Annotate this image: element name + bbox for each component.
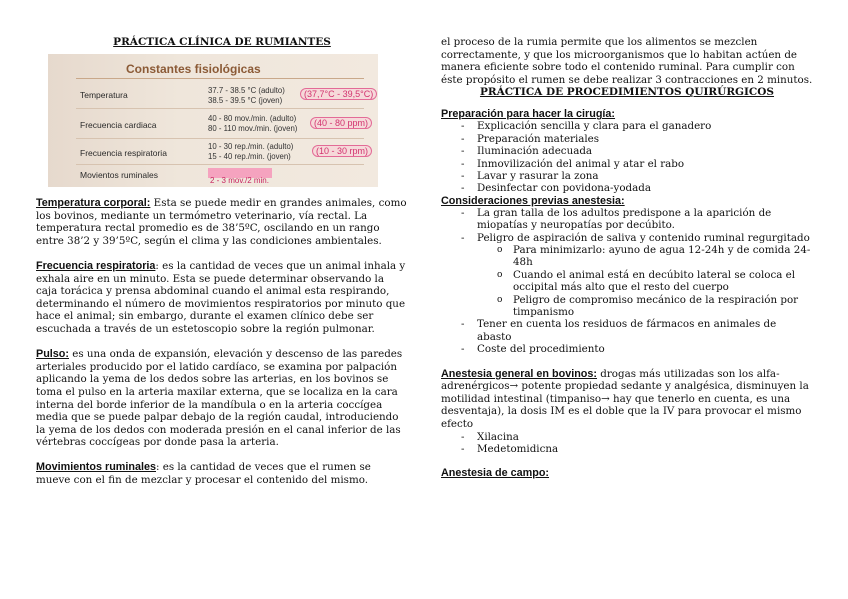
- list-item: - Tener en cuenta los residuos de fármacos en animales de abasto: [441, 318, 813, 343]
- photo-row-label: Temperatura: [80, 90, 128, 100]
- field-anesthesia-label: Anestesia de campo:: [441, 467, 550, 480]
- temperature-paragraph: Temperatura corporal: Esta se puede medir en grandes animales, como los bovinos, mediante un termómetro veterinario, vía rectal. La temperatura rectal promedio es de 38’5ºC, oscilando en un rango entre 38’2 y 39’5ºC, según el clima y las condiciones ambientales.: [36, 197, 407, 247]
- photo-row-values: 10 - 30 rep./min. (adulto) 15 - 40 rep./min. (joven): [208, 142, 294, 161]
- photo-row-label: Frecuencia respiratoria: [80, 148, 167, 158]
- respiratory-label: Frecuencia respiratoria: [36, 259, 156, 272]
- list-item: - Preparación materiales: [441, 133, 813, 145]
- prep-list: [441, 120, 813, 194]
- photo-note-temperature: (37,7°C - 39,5°C): [300, 88, 377, 100]
- photo-note-resp-rate: (10 - 30 rpm): [312, 145, 372, 157]
- considerations-label: Consideraciones previas anestesia:: [441, 194, 625, 207]
- sub-list-item: o Para minimizarlo: ayuno de agua 12-24h y de comida 24-48h: [441, 244, 813, 269]
- right-column: [441, 36, 813, 479]
- list-item: - La gran talla de los adultos predispone a la aparición de miopatías y neuropatías por decúbito.: [441, 207, 813, 232]
- general-anesthesia-paragraph: Anestesia general en bovinos: drogas más utilizadas son los alfa-adrenérgicos→ potente propiedad sedante y analgésica, disminuyen la motilidad intestinal (timpaniso→ hay que tenerlo en cuenta, es una desventaja), la dosis IM es el doble que la IV para provocar el mismo efecto: [441, 367, 809, 431]
- left-column: [36, 36, 408, 499]
- sub-list-item: o Peligro de compromiso mecánico de la respiración por timpanismo: [441, 294, 813, 319]
- photo-title: Constantes fisiológicas: [126, 62, 261, 76]
- respiratory-paragraph: Frecuencia respiratoria: es la cantidad de veces que un animal inhala y exhala aire en un minuto. Esta se puede determinar observando la caja torácica y prensa abdominal cuando el animal esta respirando, determinando el número de movimientos respiratorios por minuto que hace el animal; sin embargo, durante el examen clínico debe ser escuchada a través de un estetoscopio sobre la región pulmonar.: [36, 259, 406, 335]
- prep-label: Preparación para hacer la cirugía:: [441, 108, 616, 121]
- photo-row-label: Movientos ruminales: [80, 170, 158, 180]
- list-item: - Lavar y rasurar la zona: [441, 170, 813, 182]
- list-item: - Coste del procedimiento: [441, 343, 813, 355]
- sub-list: [441, 244, 813, 318]
- rumen-intro-paragraph: el proceso de la rumia permite que los alimentos se mezclen correctamente, y que los microorganismos que lo habitan actúen de manera eficiente sobre todo el contenido ruminal. Para cumplir con éste propósito el rumen se debe realizar 3 contracciones en 2 minutos.: [441, 36, 813, 86]
- photo-highlight: 2 - 3 mov./2 min.: [208, 168, 272, 178]
- anesthesia-drugs-list: [441, 431, 813, 456]
- photo-row-label: Frecuencia cardiaca: [80, 120, 157, 130]
- list-item: - Medetomidicna: [441, 443, 813, 455]
- photo-row-separator: [76, 164, 364, 165]
- list-item: - Explicación sencilla y clara para el ganadero: [441, 120, 813, 132]
- photo-divider: [76, 78, 364, 79]
- list-item: - Peligro de aspiración de saliva y contenido ruminal regurgitado o Para minimizarlo: ayuno de agua 12-24h y de comida 24-48h o Cuando el animal está en decúbito lateral se coloca el occipital más alto que el resto del cuerpo o Peligro de compromiso mecánico de la respiración por timpanismo: [441, 232, 813, 319]
- general-anesthesia-label: Anestesia general en bovinos:: [441, 367, 598, 380]
- ruminal-paragraph: Movimientos ruminales: es la cantidad de veces que el rumen se mueve con el fin de mezclar y procesar el contenido del mismo.: [36, 461, 371, 487]
- left-title: PRÁCTICA CLÍNICA DE RUMIANTES: [113, 36, 331, 48]
- right-title: PRÁCTICA DE PROCEDIMIENTOS QUIRÚRGICOS: [479, 86, 775, 99]
- considerations-list: [441, 207, 813, 356]
- photo-row-separator: [76, 108, 364, 109]
- photo-row-values: 37.7 - 38.5 °C (adulto) 38.5 - 39.5 °C (joven): [208, 86, 285, 105]
- sub-list-item: o Cuando el animal está en decúbito lateral se coloca el occipital más alto que el resto del cuerpo: [441, 269, 813, 294]
- pulse-label: Pulso:: [36, 348, 69, 361]
- list-item: - Iluminación adecuada: [441, 145, 813, 157]
- list-item: - Desinfectar con povidona-yodada: [441, 182, 813, 194]
- photo-note-heart-rate: (40 - 80 ppm): [310, 117, 372, 129]
- photo-row-values: 40 - 80 mov./min. (adulto) 80 - 110 mov./min. (joven): [208, 114, 298, 133]
- temperature-label: Temperatura corporal:: [36, 197, 151, 209]
- constants-photo: [48, 54, 378, 187]
- photo-row-separator: [76, 138, 364, 139]
- list-item: - Xilacina: [441, 431, 813, 443]
- ruminal-label: Movimientos ruminales: [36, 461, 156, 474]
- list-item: - Inmovilización del animal y atar el rabo: [441, 158, 813, 170]
- pulse-paragraph: Pulso: es una onda de expansión, elevación y descenso de las paredes arteriales producido por el latido cardíaco, se examina por palpación aplicando la yema de los dedos sobre las arterias, en los bovinos se toma el pulso en la arteria maxilar externa, que se localiza en la cara interna del borde inferior de la mandíbula o en la arteria coccígea media que se puede palpar debajo de la región caudal, introduciendo la yema de los dedos con moderada presión en el canal inferior de las vértebras coccígeas por donde pasa la arteria.: [36, 348, 403, 449]
